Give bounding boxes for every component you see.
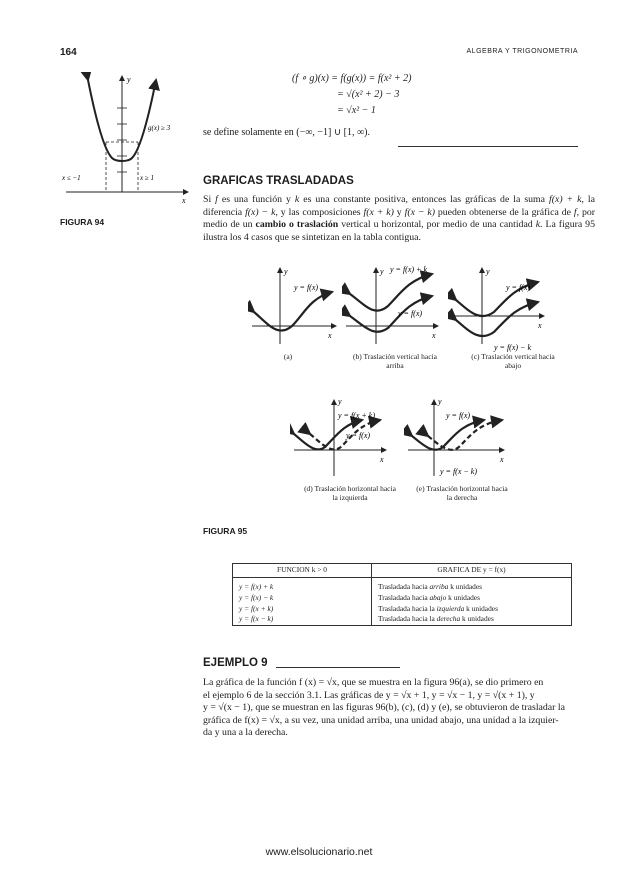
table-cell-funcion: y = f(x + k) [233, 604, 372, 615]
figure-95-label: FIGURA 95 [203, 526, 248, 536]
example-title: EJEMPLO 9 [203, 657, 268, 669]
table-row [233, 578, 572, 593]
fig94-left-region: x ≤ −1 [62, 174, 81, 182]
fig95-caption-e: (e) Traslación horizontal hacia la derecha [416, 484, 508, 502]
svg-text:y = f(x) − k: y = f(x) − k [494, 343, 531, 352]
fig94-x-label: x [182, 196, 186, 205]
figure-94-graph [60, 72, 200, 207]
table-row [233, 593, 572, 604]
table-cell-grafica: Trasladada hacia la derecha k unidades [372, 614, 572, 625]
example-line-3: y = √(x − 1), que se muestran en las figuras 96(b), (c), (d) y (e), se obtuvieron de trasladar la [203, 702, 565, 714]
svg-text:y: y [338, 397, 342, 406]
example-line-1: La gráfica de la función f (x) = √x, que se muestra en la figura 96(a), se dio primero en [203, 677, 544, 688]
fig95-caption-d: (d) Traslación horizontal hacia la izquierda [304, 484, 396, 502]
footer-url: www.elsolucionario.net [265, 846, 373, 858]
example-line-5: da y una a la derecha. [203, 727, 288, 739]
composition-line-1: (f ∘ g)(x) = f(g(x)) = f(x² + 2) [292, 73, 412, 84]
page-number: 164 [60, 47, 77, 58]
example-line-4: gráfica de f(x) = √x, a su vez, una unidad arriba, una unidad abajo, una unidad a la izquier- [203, 714, 559, 726]
svg-text:y = f(x): y = f(x) [346, 431, 371, 440]
svg-text:y: y [284, 267, 288, 276]
example-underline [276, 667, 400, 668]
divider-line [398, 146, 578, 147]
svg-text:y = f(x): y = f(x) [446, 411, 471, 420]
fig94-y-label: y [127, 75, 131, 84]
svg-text:y = f(x): y = f(x) [294, 283, 319, 292]
fig95-caption-a: (a) [283, 352, 293, 361]
fig95-panel-e [404, 394, 514, 484]
table-cell-grafica: Trasladada hacia arriba k unidades [372, 578, 572, 593]
fig94-curve-label: g(x) ≥ 3 [148, 124, 171, 132]
table-cell-funcion: y = f(x) − k [233, 593, 372, 604]
svg-text:y = f(x) + k: y = f(x) + k [390, 265, 427, 274]
section-paragraph: Si f es una función y k es una constante positiva, entonces las gráficas de la suma f(x) + k, la diferencia f(x) − k, y las composiciones f(x + k) y f(x − k) pueden obtenerse de la gráfica de f, por medio de un cambio o traslación vertical u horizontal, por medio de una cantidad k. La figura 95 ilustra los 4 casos que se sintetizan en la tabla contigua. [203, 194, 596, 243]
fig95-panel-c [448, 262, 556, 354]
composition-line-2: = √(x² + 2) − 3 [337, 89, 400, 100]
svg-text:y: y [438, 397, 442, 406]
fig95-caption-c: (c) Traslación vertical hacia abajo [471, 352, 555, 370]
fig95-panel-a [248, 262, 344, 354]
svg-text:y: y [486, 267, 490, 276]
fig94-right-region: x ≥ 1 [140, 174, 154, 182]
table-cell-funcion: y = f(x) + k [233, 578, 372, 593]
svg-text:x: x [328, 331, 332, 340]
section-title: GRAFICAS TRASLADADAS [203, 175, 354, 187]
fig95-caption-b: (b) Traslación vertical hacia arriba [353, 352, 437, 370]
translation-table [232, 563, 572, 626]
svg-text:y: y [380, 267, 384, 276]
svg-text:y = f(x + k): y = f(x + k) [338, 411, 375, 420]
table-cell-funcion: y = f(x − k) [233, 614, 372, 625]
table-cell-grafica: Trasladada hacia abajo k unidades [372, 593, 572, 604]
running-head: ALGEBRA Y TRIGONOMETRIA [466, 48, 578, 55]
svg-text:y = f(x − k): y = f(x − k) [440, 467, 477, 476]
table-row [233, 604, 572, 615]
fig95-panel-d [290, 394, 394, 484]
table-row [233, 614, 572, 625]
composition-line-3: = √x² − 1 [337, 105, 376, 116]
svg-text:y = f(x): y = f(x) [506, 283, 531, 292]
example-line-2: el ejemplo 6 de la sección 3.1. Las gráficas de y = √x + 1, y = √x − 1, y = √(x + 1), y [203, 689, 535, 701]
example-paragraph [203, 677, 607, 740]
table-cell-grafica: Trasladada hacia la izquierda k unidades [372, 604, 572, 615]
table-header-funcion: FUNCION k > 0 [233, 564, 372, 578]
table-header-row [233, 564, 572, 578]
svg-text:y = f(x): y = f(x) [398, 309, 423, 318]
svg-text:x: x [380, 455, 384, 464]
figure-94-label: FIGURA 94 [60, 217, 105, 227]
svg-text:x: x [538, 321, 542, 330]
fig95-panel-b [342, 262, 446, 354]
table-header-grafica: GRAFICA DE y = f(x) [372, 564, 572, 578]
composition-domain: se define solamente en (−∞, −1] ∪ [1, ∞). [203, 127, 370, 138]
svg-text:x: x [432, 331, 436, 340]
svg-text:x: x [500, 455, 504, 464]
